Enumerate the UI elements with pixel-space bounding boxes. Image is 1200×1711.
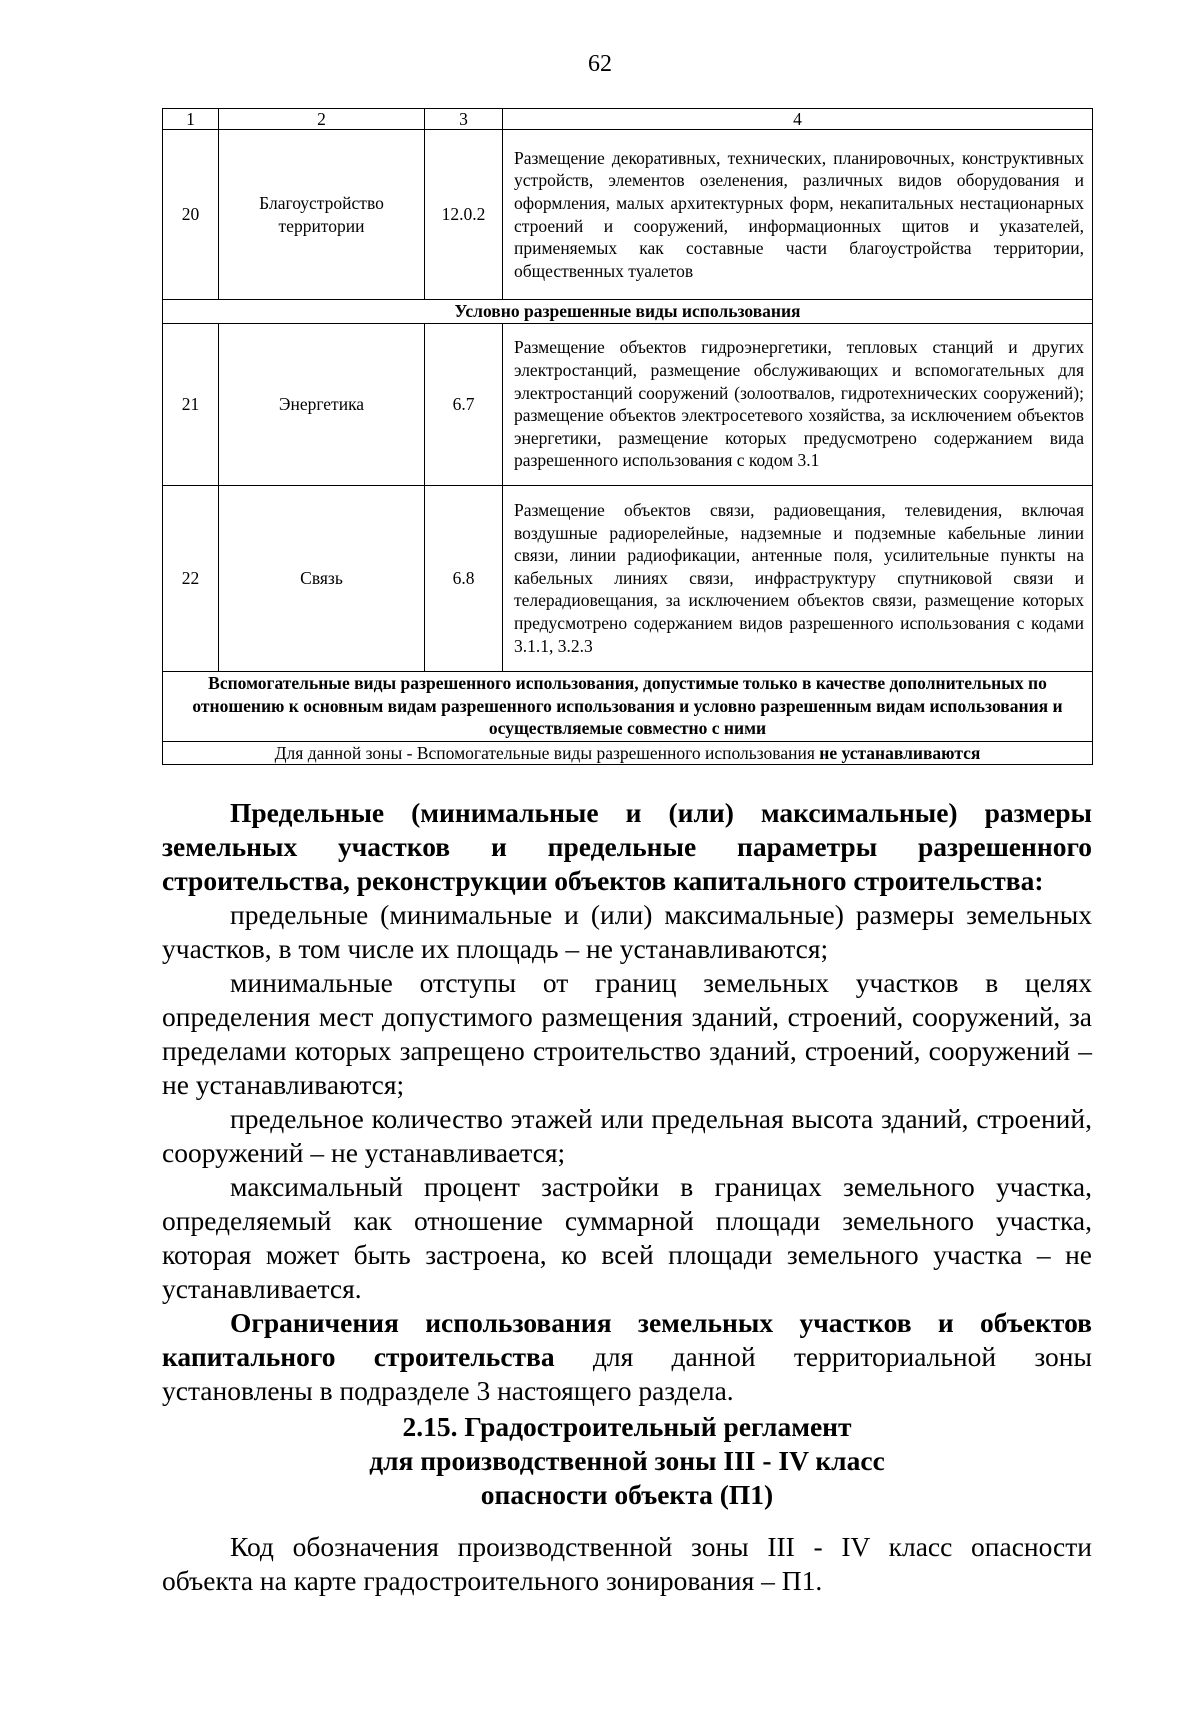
section-title-line: для производственной зоны III - IV класс <box>369 1445 885 1476</box>
conditional-uses-heading: Условно разрешенные виды использования <box>163 300 1093 324</box>
section-title-line: 2.15. Градостроительный регламент <box>402 1411 852 1442</box>
row-number: 22 <box>163 485 219 671</box>
use-type-description: Размещение объектов связи, радиовещания, телевидения, включая воздушные радиорелейные, надземные и подземные кабельные линии связи, линии радиофикации, антенные поля, усилительные пункты на кабельных линиях связи, инфраструктуру спутниковой связи и телерадиовещания, за исключением объектов связи, размещение которых предусмотрено содержанием видов разрешенного использования с кодами 3.1.1, 3.2.3 <box>503 485 1093 671</box>
restrictions-rest: для данной территориальной зоны установлены в подразделе 3 настоящего раздела. <box>162 1341 1092 1406</box>
use-type-description: Размещение декоративных, технических, планировочных, конструктивных устройств, элементов озеленения, различных видов оборудования и оформления, малых архитектурных форм, некапитальных нестационарных строений и сооружений, информационных щитов и указателей, применяемых как составные части благоустройства территории, общественных туалетов <box>503 130 1093 300</box>
use-type-name: Энергетика <box>219 323 425 485</box>
parameters-paragraph: предельные (минимальные и (или) максимальные) размеры земельных участков, в том числе их площадь – не устанавливаются; <box>162 899 1092 964</box>
auxiliary-note-bold: не устанавливаются <box>819 742 981 763</box>
page-number: 62 <box>588 51 612 77</box>
table-header-row <box>163 109 1093 130</box>
zone-code-paragraph: Код обозначения производственной зоны III - IV класс опасности объекта на карте градостроительного зонирования – П1. <box>162 1531 1092 1596</box>
use-type-name: Благоустройство территории <box>219 130 425 300</box>
table-section-row <box>163 671 1093 741</box>
use-type-code: 6.7 <box>425 323 503 485</box>
table-row <box>163 485 1093 671</box>
row-number: 21 <box>163 323 219 485</box>
auxiliary-note-text: Для данной зоны - Вспомогательные виды разрешенного использования <box>274 742 820 763</box>
use-type-name: Связь <box>219 485 425 671</box>
use-type-code: 6.8 <box>425 485 503 671</box>
table-row <box>163 323 1093 485</box>
zone-code-text <box>162 1530 1092 1598</box>
parameters-paragraph: предельное количество этажей или предельная высота зданий, строений, сооружений – не устанавливается; <box>162 1103 1092 1168</box>
parameters-text <box>162 796 1092 1408</box>
table-header-cell: 3 <box>425 109 503 130</box>
land-use-table <box>162 108 1093 765</box>
row-number: 20 <box>163 130 219 300</box>
table-note-row <box>163 741 1093 765</box>
parameters-paragraph: минимальные отступы от границ земельных участков в целях определения мест допустимого размещения зданий, строений, сооружений, за пределами которых запрещено строительство зданий, строений, сооружений – не устанавливаются; <box>162 967 1092 1100</box>
restrictions-paragraph <box>162 1306 1092 1408</box>
parameters-paragraph: максимальный процент застройки в границах земельного участка, определяемый как отношение суммарной площади земельного участка, которая может быть застроена, ко всей площади земельного участка – не устанавливается. <box>162 1171 1092 1304</box>
table-header-cell: 4 <box>503 109 1093 130</box>
parameters-heading: Предельные (минимальные и (или) максимальные) размеры земельных участков и предельные параметры разрешенного строительства, реконструкции объектов капитального строительства: <box>162 797 1092 896</box>
auxiliary-uses-note <box>163 741 1093 765</box>
use-type-description: Размещение объектов гидроэнергетики, тепловых станций и других электростанций, размещение обслуживающих и вспомогательных для электростанций сооружений (золоотвалов, гидротехнических сооружений); размещение объектов электросетевого хозяйства, за исключением объектов энергетики, размещение которых предусмотрено содержанием вида разрешенного использования с кодом 3.1 <box>503 323 1093 485</box>
auxiliary-uses-heading: Вспомогательные виды разрешенного использования, допустимые только в качестве дополнительных по отношению к основным видам разрешенного использования и условно разрешенным видам использования и осуществляемые совместно с ними <box>163 671 1093 741</box>
section-title-line: опасности объекта (П1) <box>480 1479 774 1510</box>
use-type-code: 12.0.2 <box>425 130 503 300</box>
table-section-row <box>163 300 1093 324</box>
table-header-cell: 2 <box>219 109 425 130</box>
section-title <box>162 1410 1092 1512</box>
table-header-cell: 1 <box>163 109 219 130</box>
table-row <box>163 130 1093 300</box>
restrictions-bold: Ограничения использования земельных участков и объектов капитального строительства <box>162 1307 1092 1372</box>
